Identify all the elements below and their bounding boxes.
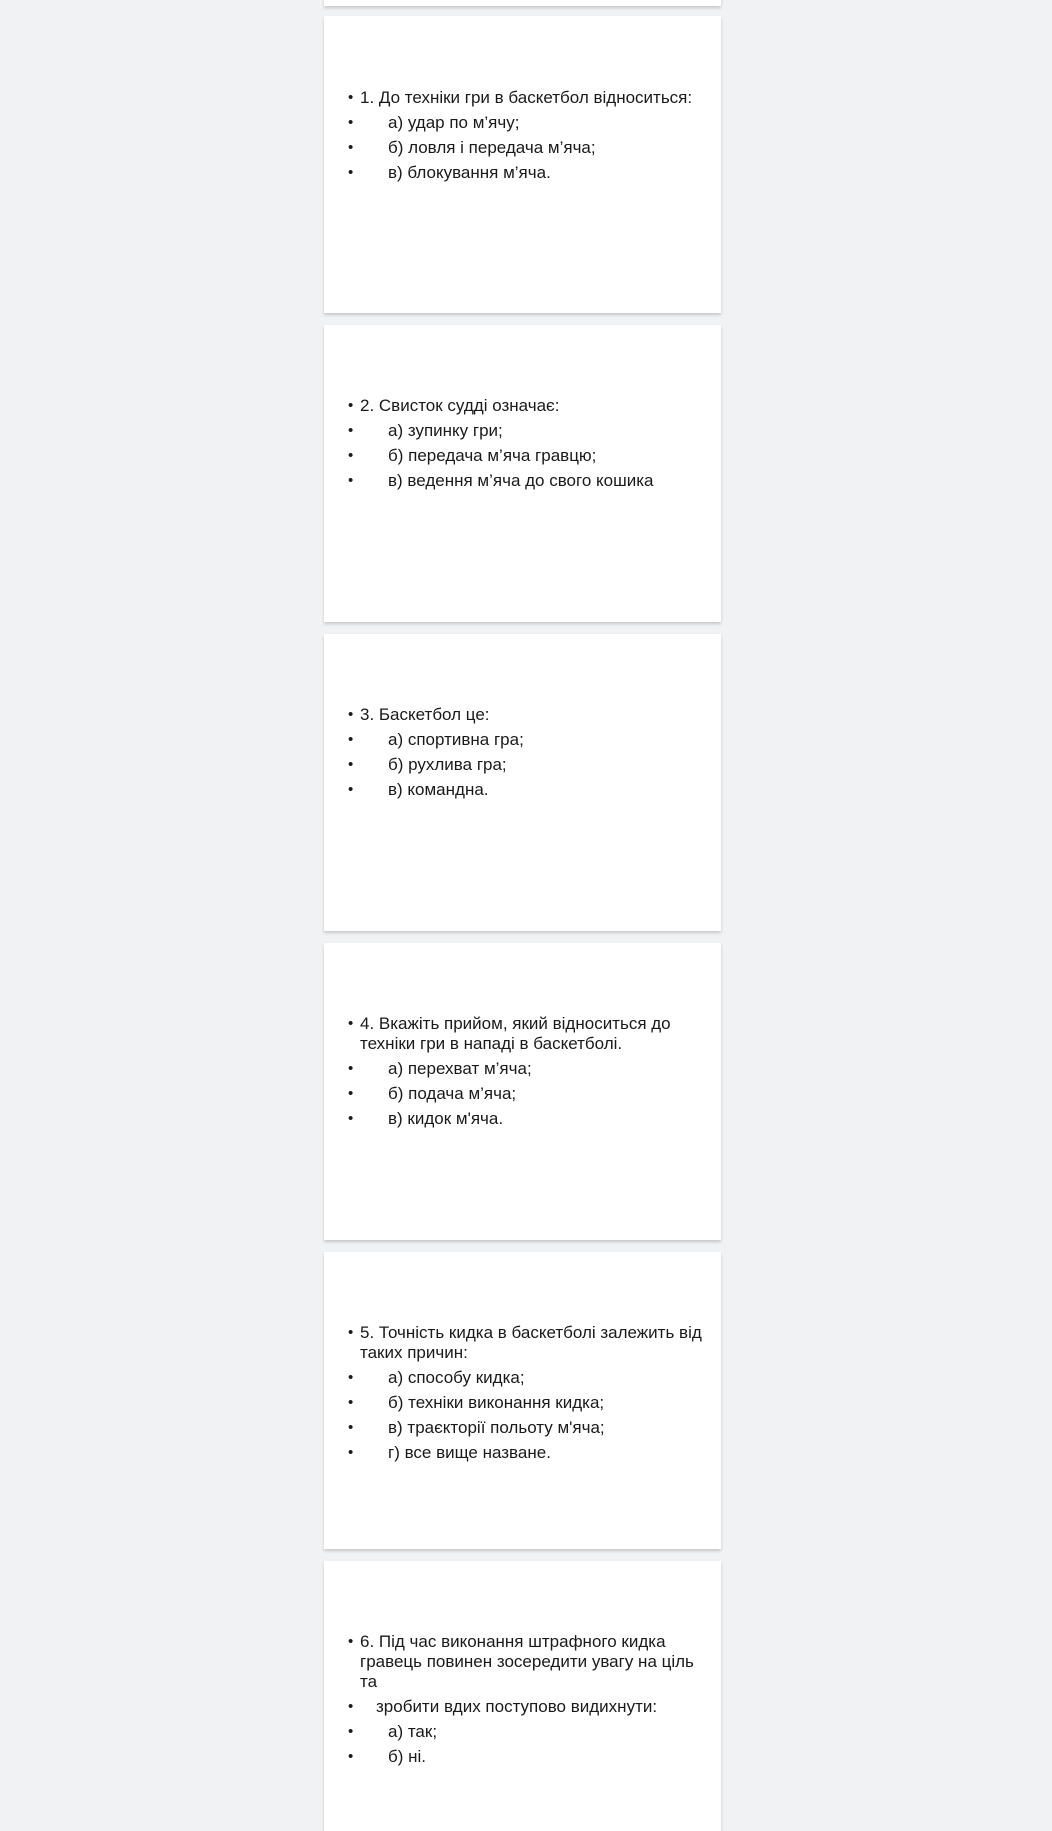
option-text: а) так; — [388, 1722, 438, 1741]
option-text: а) способу кидка; — [388, 1368, 525, 1387]
option-text: б) подача м’яча; — [388, 1084, 517, 1103]
slide-viewer — [324, 0, 721, 1820]
slide-1[interactable] — [324, 16, 721, 313]
slide-partial — [324, 0, 721, 6]
bullet-icon: • — [348, 1085, 354, 1102]
bullet-icon: • — [348, 1324, 354, 1341]
option-row — [348, 421, 711, 441]
bullet-icon: • — [348, 1060, 354, 1077]
slide-6-content — [348, 1632, 711, 1767]
option-text: а) перехват м’яча; — [388, 1059, 532, 1078]
option-row — [348, 1109, 711, 1129]
option-row — [348, 730, 711, 750]
slide-2-content — [348, 396, 711, 491]
option-text: а) зупинку гри; — [388, 421, 503, 440]
option-row — [348, 1393, 711, 1413]
option-row — [348, 1084, 711, 1104]
question-row — [348, 1632, 711, 1692]
option-row — [348, 780, 711, 800]
option-text: б) техніки виконання кидка; — [388, 1393, 605, 1412]
bullet-icon: • — [348, 1394, 354, 1411]
continuation-text: зробити вдих поступово видихнути: — [376, 1697, 658, 1716]
slide-3[interactable] — [324, 634, 721, 931]
option-text: а) удар по м’ячу; — [388, 113, 520, 132]
bullet-icon: • — [348, 89, 354, 106]
option-row — [348, 446, 711, 466]
bullet-icon: • — [348, 756, 354, 773]
option-text: в) командна. — [388, 780, 489, 799]
slide-6[interactable] — [324, 1561, 721, 1831]
slide-3-content — [348, 705, 711, 800]
question-row — [348, 1323, 711, 1363]
slide-2[interactable] — [324, 325, 721, 622]
question-row — [348, 705, 711, 725]
bullet-icon: • — [348, 164, 354, 181]
option-row — [348, 138, 711, 158]
bullet-icon: • — [348, 1633, 354, 1650]
option-text: б) передача м’яча гравцю; — [388, 446, 597, 465]
question-text: 6. Під час виконання штрафного кидка гравець повинен зосередити увагу на ціль та — [360, 1632, 694, 1691]
bullet-icon: • — [348, 1698, 354, 1715]
continuation-row — [348, 1697, 711, 1717]
bullet-icon: • — [348, 1369, 354, 1386]
option-text: в) блокування м’яча. — [388, 163, 551, 182]
bullet-icon: • — [348, 447, 354, 464]
bullet-icon: • — [348, 1723, 354, 1740]
option-text: б) ні. — [388, 1747, 427, 1766]
bullet-icon: • — [348, 114, 354, 131]
bullet-icon: • — [348, 781, 354, 798]
option-text: а) спортивна гра; — [388, 730, 524, 749]
option-text: в) траєкторії польоту м'яча; — [388, 1418, 605, 1437]
question-row — [348, 1014, 711, 1054]
bullet-icon: • — [348, 422, 354, 439]
bullet-icon: • — [348, 1748, 354, 1765]
bullet-icon: • — [348, 397, 354, 414]
option-row — [348, 1368, 711, 1388]
option-row — [348, 1443, 711, 1463]
option-text: в) ведення м’яча до свого кошика — [388, 471, 654, 490]
option-row — [348, 163, 711, 183]
question-text: 4. Вкажіть прийом, який відноситься до техніки гри в нападі в баскетболі. — [360, 1014, 671, 1053]
bullet-icon: • — [348, 139, 354, 156]
slide-4-content — [348, 1014, 711, 1129]
slide-4[interactable] — [324, 943, 721, 1240]
bullet-icon: • — [348, 1110, 354, 1127]
option-row — [348, 1722, 711, 1742]
question-text: 2. Свисток судді означає: — [360, 396, 560, 415]
slide-5-content — [348, 1323, 711, 1463]
slide-1-content — [348, 88, 711, 183]
option-text: б) рухлива гра; — [388, 755, 507, 774]
question-row — [348, 396, 711, 416]
option-row — [348, 113, 711, 133]
option-row — [348, 755, 711, 775]
question-text: 1. До техніки гри в баскетбол відноситься: — [360, 88, 693, 107]
slide-5[interactable] — [324, 1252, 721, 1549]
question-text: 3. Баскетбол це: — [360, 705, 490, 724]
option-text: в) кидок м'яча. — [388, 1109, 504, 1128]
bullet-icon: • — [348, 731, 354, 748]
question-row — [348, 88, 711, 108]
option-text: г) все вище назване. — [388, 1443, 551, 1462]
option-row — [348, 471, 711, 491]
bullet-icon: • — [348, 472, 354, 489]
option-row — [348, 1747, 711, 1767]
question-text: 5. Точність кидка в баскетболі залежить від таких причин: — [360, 1323, 702, 1362]
bullet-icon: • — [348, 706, 354, 723]
option-text: б) ловля і передача м’яча; — [388, 138, 596, 157]
option-row — [348, 1059, 711, 1079]
bullet-icon: • — [348, 1419, 354, 1436]
bullet-icon: • — [348, 1444, 354, 1461]
option-row — [348, 1418, 711, 1438]
bullet-icon: • — [348, 1015, 354, 1032]
